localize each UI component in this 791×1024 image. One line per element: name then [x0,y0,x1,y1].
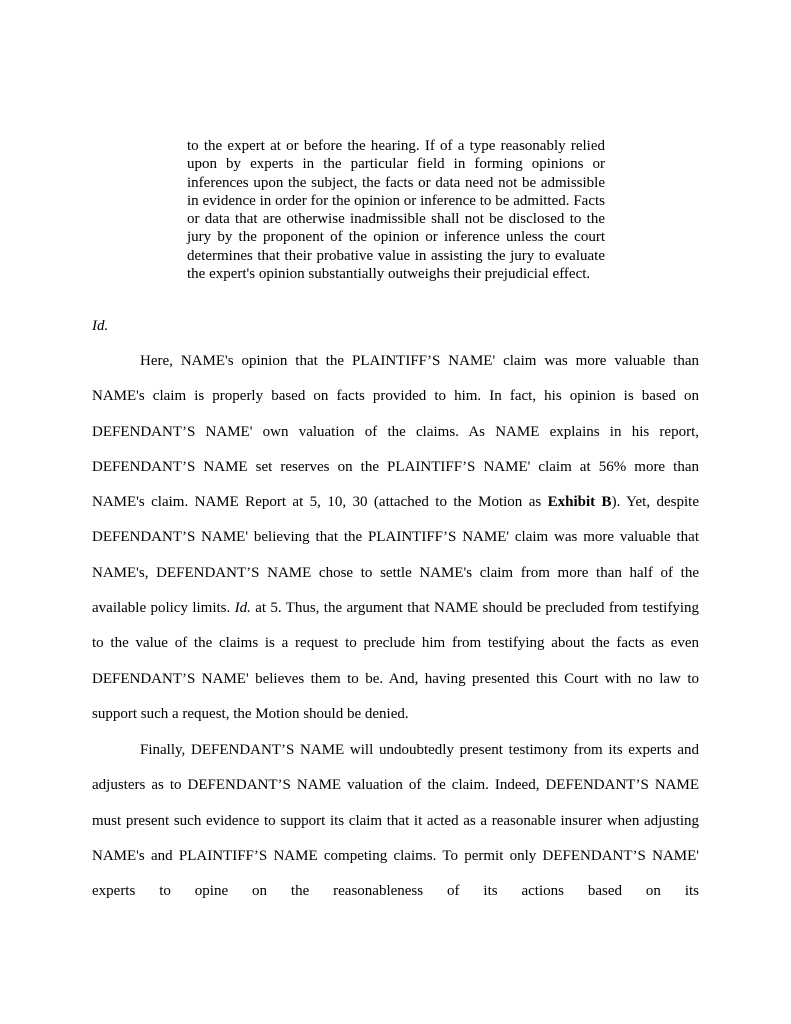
paragraph-text: ). Yet, despite DEFENDANT’S NAME' believing that the PLAINTIFF’S NAME' claim was more valuable that NAME's, DEFENDANT’S NAME chose to settle NAME's claim from more than half of the available policy limits. [92,494,699,617]
paragraph-text: at 5. Thus, the argument that NAME should be precluded from testifying to the value of the claims is a request to preclude him from testifying about the facts as even DEFENDANT’S NAME' believes them to be. And, having presented this Court with no law to support such a request, the Motion should be denied. [92,600,699,722]
body-paragraph-2: Finally, DEFENDANT’S NAME will undoubtedly present testimony from its experts and adjusters as to DEFENDANT’S NAME valuation of the claim. Indeed, DEFENDANT’S NAME must present such evidence to support its claim that it acted as a reasonable insurer when adjusting NAME's and PLAINTIFF’S NAME competing claims. To permit only DEFENDANT’S NAME' experts to opine on the reasonableness of its actions based on its [92,742,699,900]
body-paragraph-1 [92,344,699,732]
paragraph-text: Here, NAME's opinion that the PLAINTIFF’S NAME' claim was more valuable than NAME's claim is properly based on facts provided to him. In fact, his opinion is based on DEFENDANT’S NAME' own valuation of the claims. As NAME explains in his report, DEFENDANT’S NAME set reserves on the PLAINTIFF’S NAME' claim at 56% more than NAME's claim. NAME Report at 5, 10, 30 (attached to the Motion as [92,353,699,511]
exhibit-reference: Exhibit B [547,494,612,511]
citation-id: Id. [92,318,109,334]
id-citation-inline: Id. [234,600,251,617]
block-quote: to the expert at or before the hearing. If of a type reasonably relied upon by experts in the particular field in forming opinions or inferences upon the subject, the facts or data need not be admissible in evidence in order for the opinion or inference to be admitted. Facts or data that are otherwise inadmissible shall not be disclosed to the jury by the proponent of the opinion or inference unless the court determines that their probative value in assisting the jury to evaluate the expert's opinion substantially outweighs their prejudicial effect. [187,138,605,283]
